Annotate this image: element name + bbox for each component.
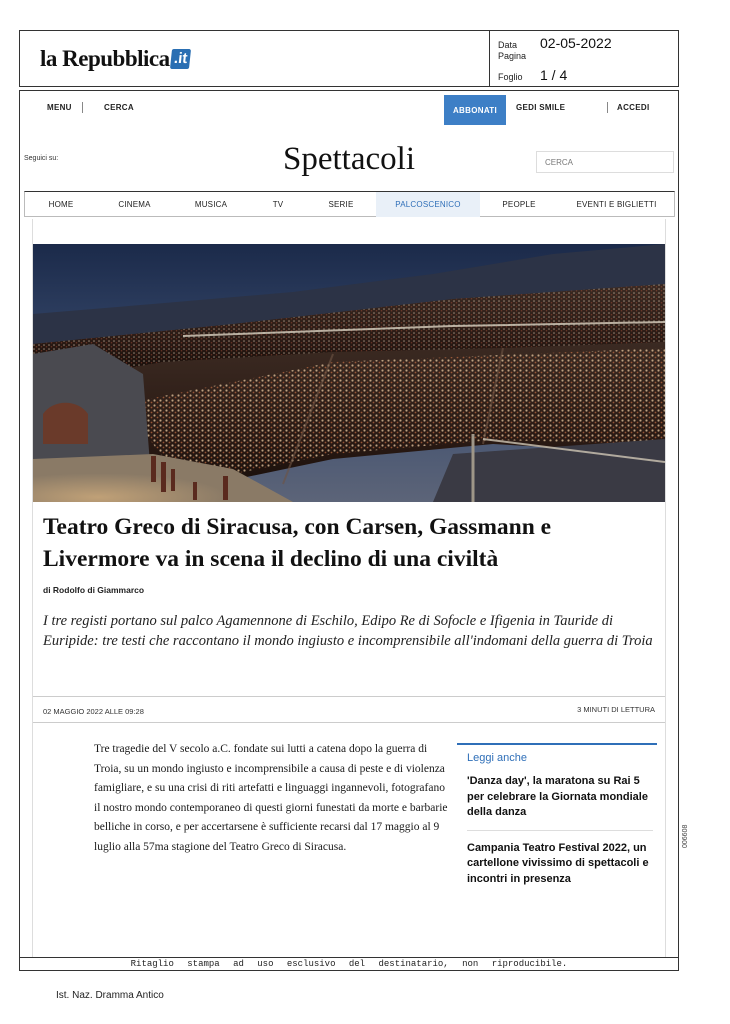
article-title: Teatro Greco di Siracusa, con Carsen, Gassmann e Livermore va in scena il declino di una civiltà [43,514,552,572]
related-divider [467,830,653,831]
gedi-smile-link[interactable]: GEDI SMILE [516,103,566,112]
nav-item-tv[interactable]: TV [272,200,284,209]
logo-suffix: .it [170,49,191,69]
reading-time: 3 MINUTI DI LETTURA [577,705,655,714]
article-meta-bar [33,696,665,723]
article-page [19,90,679,970]
clipping-notice: Ritaglio stampa ad uso esclusivo del destinatario, non riproducibile. [19,957,679,971]
article-byline[interactable]: di Rodolfo di Giammarco [43,585,145,595]
follow-us-label: Seguici su: [24,155,59,162]
nav-divider [607,102,608,113]
client-name: Ist. Naz. Dramma Antico [56,990,164,1001]
logo-main-text: la Repubblica [40,45,170,71]
nav-item-home[interactable]: HOME [48,200,74,209]
nav-item-cinema[interactable]: CINEMA [118,200,151,209]
article-date: 02 MAGGIO 2022 ALLE 09:28 [43,707,144,716]
nav-item-palcoscenico[interactable]: PALCOSCENICO [376,192,480,217]
nav-item-serie[interactable]: SERIE [328,200,354,209]
article-summary: I tre registi portano sul palco Agamennone di Eschilo, Edipo Re di Sofocle e Ifigenia in Tauride di Euripide: tre testi che raccontano il mondo ingiusto e incomprensibile all'indomani della guerra di Troia [43,613,653,649]
clipping-header [19,30,679,87]
publication-logo [20,31,490,86]
foglio-label: Foglio [498,72,523,82]
search-link[interactable]: CERCA [104,103,134,112]
hero-photo [33,244,665,502]
nav-item-eventi[interactable]: EVENTI E BIGLIETTI [576,200,657,209]
search-input[interactable]: CERCA [536,151,674,173]
section-navigation [24,191,675,217]
nav-item-people[interactable]: PEOPLE [502,200,536,209]
pagina-label: Pagina [498,51,527,61]
article-body: Tre tragedie del V secolo a.C. fondate sui lutti a catena dopo la guerra di Troia, su un mondo ingiusto e incomprensibile a causa di peste e di violenza famigliare, e su una crisi di riti artefatti e linguaggi ingannevoli, fotografano il nostro mondo contemporaneo di questi giorni funestati da morte e barbarie belliche in corso, e per accertarsene è sufficiente recarsi dal 17 maggio al 9 luglio alla 57ma stagione del Teatro Greco di Siracusa. [94,743,448,853]
related-article-link[interactable]: Campania Teatro Festival 2022, un cartellone vivissimo di spettacoli e incontri in presenza [467,841,649,885]
accedi-link[interactable]: ACCEDI [617,103,650,112]
clipping-code: 006608 [682,824,689,848]
related-articles [457,743,657,887]
nav-item-musica[interactable]: MUSICA [194,200,228,209]
top-navigation [20,91,678,125]
menu-button[interactable]: MENU [47,103,72,112]
clipping-meta [490,31,678,86]
foglio-value: 1 / 4 [540,67,568,83]
data-label: Data [498,40,518,50]
data-value: 02-05-2022 [540,35,612,51]
related-article-link[interactable]: 'Danza day', la maratona su Rai 5 per celebrare la Giornata mondiale della danza [467,775,648,818]
abbonati-button[interactable]: ABBONATI [444,95,506,125]
related-title: Leggi anche [467,752,527,764]
section-title[interactable]: Spettacoli [283,141,415,177]
nav-divider [82,102,83,113]
